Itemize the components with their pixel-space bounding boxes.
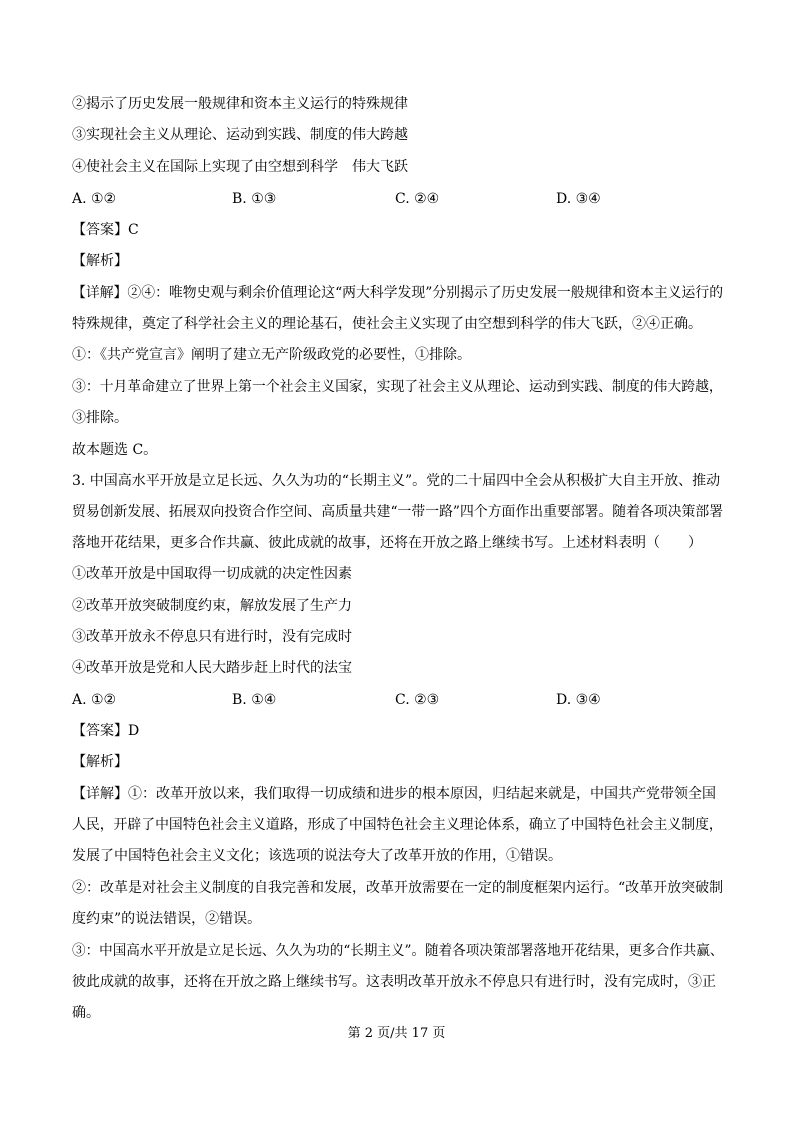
q3-choice-2: ②改革开放突破制度约束，解放发展了生产力 — [72, 598, 352, 614]
q2-option-c: C. ②④ — [395, 191, 440, 207]
q2-choice-3: ③实现社会主义从理论、运动到实践、制度的伟大跨越 — [72, 127, 408, 143]
q3-option-c: C. ②③ — [395, 692, 440, 708]
q3-detail-line-1: 【详解】①：改革开放以来，我们取得一切成绩和进步的根本原因，归结起来就是，中国共产党带领全国 — [72, 786, 716, 802]
q2-detail-line-2: 特殊规律，奠定了科学社会主义的理论基石，使社会主义实现了由空想到科学的伟大飞跃，②④正确。 — [72, 316, 702, 332]
q3-choice-1: ①改革开放是中国取得一切成就的决定性因素 — [72, 566, 352, 582]
q2-detail-line-3: ①：《共产党宣言》阐明了建立无产阶级政党的必要性，①排除。 — [72, 347, 471, 363]
q3-choice-4: ④改革开放是党和人民大踏步赶上时代的法宝 — [72, 660, 352, 676]
q2-option-b: B. ①③ — [232, 191, 277, 207]
q3-stem-line-3: 落地开花结果，更多合作共赢、彼此成就的故事，还将在开放之路上继续书写。上述材料表明（ ） — [72, 535, 702, 551]
q3-choice-3: ③改革开放永不停息只有进行时，没有完成时 — [72, 629, 352, 645]
q2-detail-line-5: ③排除。 — [72, 410, 128, 426]
q2-option-d: D. ③④ — [556, 191, 601, 207]
q3-detail-line-2: 人民，开辟了中国特色社会主义道路，形成了中国特色社会主义理论体系，确立了中国特色社会主义制度， — [72, 817, 723, 833]
q3-detail-line-4: ②：改革是对社会主义制度的自我完善和发展，改革开放需要在一定的制度框架内运行。“改革开放突破制 — [72, 880, 724, 896]
q3-detail-line-8: 确。 — [72, 1005, 100, 1021]
q3-stem-line-1: 3. 中国高水平开放是立足长远、久久为功的“长期主义”。党的二十届四中全会从积极扩大自主开放、推动 — [72, 473, 721, 489]
q3-option-b: B. ①④ — [232, 692, 277, 708]
q2-detail-line-4: ③：十月革命建立了世界上第一个社会主义国家，实现了社会主义从理论、运动到实践、制度的伟大跨越， — [72, 379, 723, 395]
q2-choice-4: ④使社会主义在国际上实现了由空想到科学 伟大飞跃 — [72, 159, 408, 175]
q3-option-a: A. ①② — [72, 692, 117, 708]
q2-analysis-label: 【解析】 — [72, 253, 128, 269]
q3-detail-line-5: 度约束”的说法错误，②错误。 — [72, 911, 262, 927]
q2-answer: 【答案】C — [72, 222, 139, 238]
page-footer: 第 2 页/共 17 页 — [347, 1026, 446, 1041]
q3-detail-line-6: ③：中国高水平开放是立足长远、久久为功的“长期主义”。随着各项决策部署落地开花结果，更多合作共赢、 — [72, 943, 724, 959]
q3-detail-line-7: 彼此成就的故事，还将在开放之路上继续书写。这表明改革开放永不停息只有进行时，没有完成时，③正 — [72, 974, 716, 990]
q3-detail-line-3: 发展了中国特色社会主义文化；该选项的说法夸大了改革开放的作用，①错误。 — [72, 848, 562, 864]
q3-option-d: D. ③④ — [556, 692, 601, 708]
q2-choice-2: ②揭示了历史发展一般规律和资本主义运行的特殊规律 — [72, 96, 408, 112]
q3-analysis-label: 【解析】 — [72, 754, 128, 770]
q3-stem-line-2: 贸易创新发展、拓展双向投资合作空间、高质量共建“一带一路”四个方面作出重要部署。随着各项决策部署 — [72, 504, 724, 520]
q2-detail-line-6: 故本题选 C。 — [72, 442, 158, 458]
q3-answer: 【答案】D — [72, 723, 140, 739]
q2-detail-line-1: 【详解】②④：唯物史观与剩余价值理论这“两大科学发现”分别揭示了历史发展一般规律和资本主义运行的 — [72, 285, 724, 301]
q2-option-a: A. ①② — [72, 191, 117, 207]
